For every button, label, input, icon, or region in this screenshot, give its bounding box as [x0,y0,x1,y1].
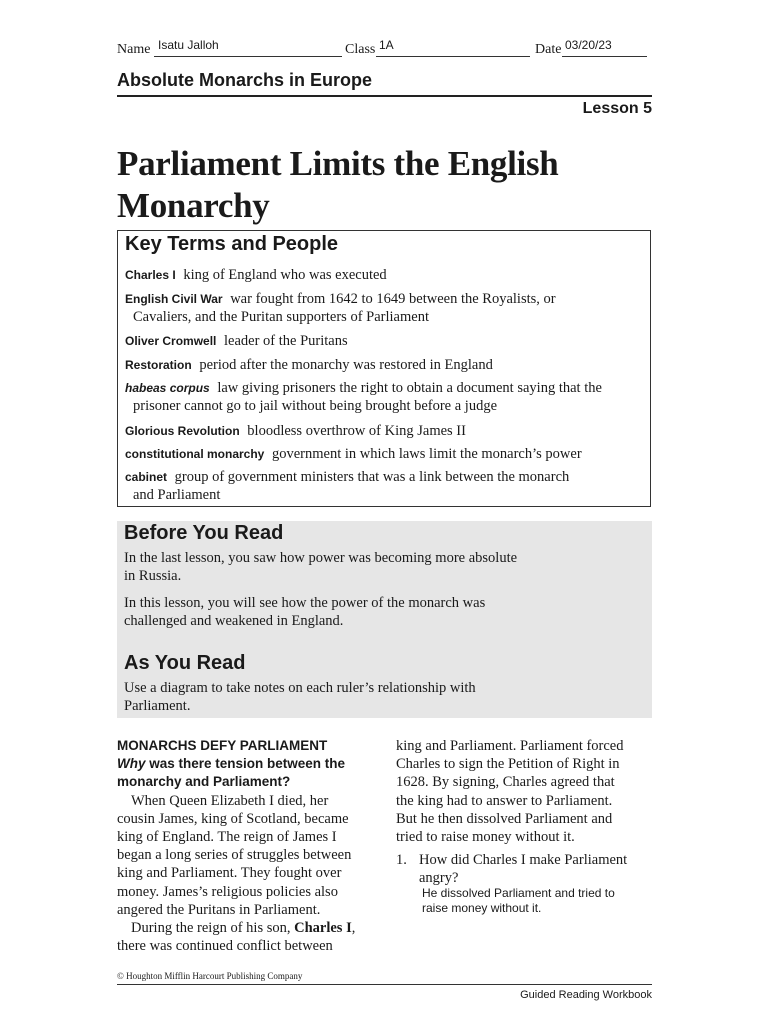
answer-text: raise money without it. [422,901,542,915]
name-field[interactable]: Isatu Jalloh [158,38,219,52]
term-definition-cont: prisoner cannot go to jail without being brought before a judge [133,398,498,414]
term-definition-cont: Cavaliers, and the Puritan supporters of Parliament [133,309,429,325]
key-term [125,422,645,440]
body-line: angered the Puritans in Parliament. [117,901,321,918]
text-line: Parliament. [124,698,191,714]
key-terms-heading: Key Terms and People [125,233,339,255]
unit-divider [117,95,652,97]
question-1 [396,851,656,887]
page-title-line-2: Monarchy [117,186,270,225]
lesson-number: Lesson 5 [582,100,652,117]
text-line: In this lesson, you will see how the power of the monarch was [124,595,486,611]
term-name: Glorious Revolution [125,424,240,438]
class-label: Class [345,42,376,57]
term-name: habeas corpus [125,381,210,395]
question-number: 1. [396,852,407,868]
name-line [154,56,342,57]
body-line: tried to raise money without it. [396,829,575,846]
name-label: Name [117,42,151,57]
left-column [117,737,382,955]
before-you-read-paragraph-2 [124,594,554,630]
body-line: 1628. By signing, Charles agreed that [396,774,615,791]
key-term [125,468,645,504]
text-line: In the last lesson, you saw how power was becoming more absolute [124,550,518,566]
text-line: Use a diagram to take notes on each ruler’s relationship with [124,680,476,696]
body-line: the king had to answer to Parliament. [396,792,613,809]
term-definition: king of England who was executed [183,267,387,283]
unit-title: Absolute Monarchs in Europe [117,70,373,90]
question-text: How did Charles I make Parliament [419,852,628,868]
body-line: But he then dissolved Parliament and [396,810,613,827]
text-line: in Russia. [124,568,182,584]
term-name: English Civil War [125,292,223,306]
key-term [125,445,645,463]
body-line: king of England. The reign of James I [117,829,337,846]
class-field[interactable]: 1A [379,38,394,52]
term-definition: group of government ministers that was a link between the monarch [174,469,570,485]
body-line [117,919,382,937]
section-question [117,755,382,773]
question-text-cont: angry? [419,870,459,887]
key-term [125,356,645,374]
body-line: money. James’s religious policies also [117,883,338,900]
text-line: challenged and weakened in England. [124,613,344,629]
body-line: there was continued conflict between [117,938,333,955]
as-you-read-heading: As You Read [124,652,246,674]
term-definition: leader of the Puritans [224,333,348,349]
question-word: Why [117,756,146,772]
key-term [125,290,645,326]
body-line: began a long series of struggles between [117,847,352,864]
footer-divider [117,984,652,985]
term-definition: government in which laws limit the monarch’s power [271,446,582,462]
workbook-name: Guided Reading Workbook [520,989,652,1001]
body-line: king and Parliament. They fought over [117,865,342,882]
as-you-read-paragraph [124,679,554,715]
term-name: Oliver Cromwell [125,334,217,348]
term-definition: law giving prisoners the right to obtain a document saying that the [217,380,602,396]
question-text: was there tension between the [145,756,346,772]
body-line: cousin James, king of Scotland, became [117,810,349,827]
term-name: Charles I [125,268,176,282]
term-definition: period after the monarchy was restored in England [199,357,493,373]
answer-field[interactable] [422,886,652,916]
key-term [125,332,645,350]
section-heading: MONARCHS DEFY PARLIAMENT [117,738,328,753]
key-term [125,379,645,415]
body-line: Charles to sign the Petition of Right in [396,756,620,773]
term-name: Restoration [125,358,192,372]
body-text: During the reign of his son, [131,920,295,937]
term-name: constitutional monarchy [125,447,265,461]
date-field[interactable]: 03/20/23 [565,38,612,52]
term-definition: bloodless overthrow of King James II [247,423,466,439]
body-text: , [351,920,356,937]
term-definition: war fought from 1642 to 1649 between the Royalists, or [230,291,556,307]
key-term [125,266,645,284]
date-line [562,56,647,57]
page-title-line-1: Parliament Limits the English [117,144,559,183]
answer-text: He dissolved Parliament and tried to [422,886,615,900]
right-column [396,737,656,846]
section-question-cont: monarchy and Parliament? [117,774,291,790]
body-line: When Queen Elizabeth I died, her [131,792,329,809]
before-you-read-paragraph-1 [124,549,554,585]
body-line: king and Parliament. Parliament forced [396,738,624,754]
term-name: cabinet [125,470,168,484]
term-definition-cont: and Parliament [133,487,221,503]
key-term-inline: Charles I [294,920,352,937]
before-you-read-heading: Before You Read [124,522,284,544]
copyright: © Houghton Mifflin Harcourt Publishing Company [117,971,303,981]
date-label: Date [535,42,562,57]
page-title [117,143,657,227]
class-line [376,56,530,57]
